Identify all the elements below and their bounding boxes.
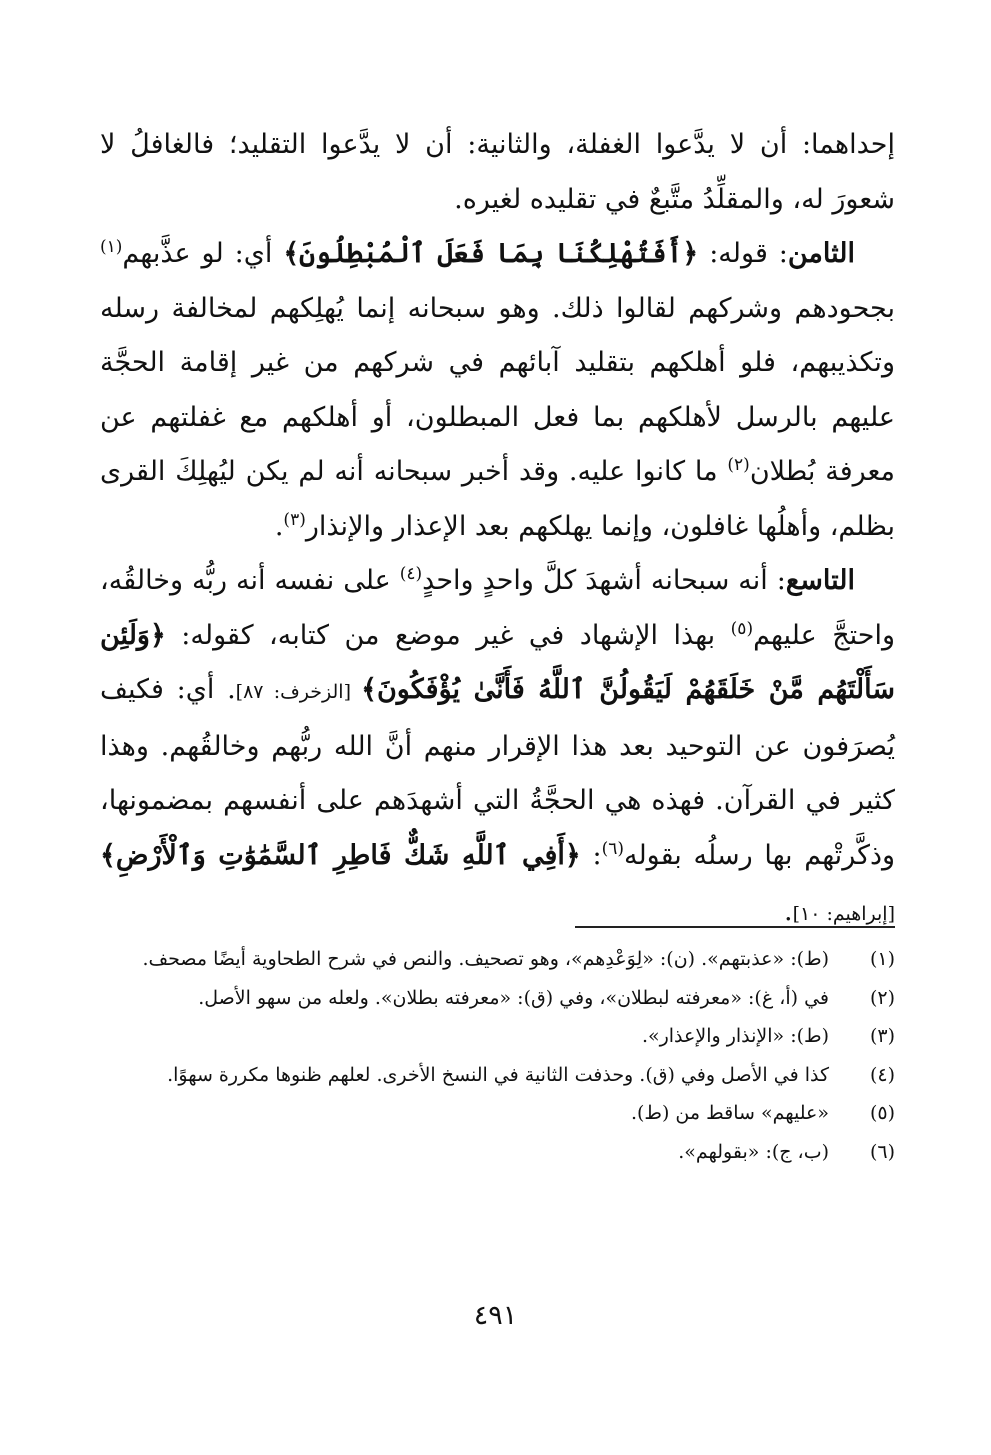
- quran-verse: ﴿أَفَتُهْلِكُنَا بِمَا فَعَلَ ٱلْمُبْطِلُونَ﴾: [283, 238, 699, 269]
- paragraph-1: إحداهما: أن لا يدَّعوا الغفلة، والثانية: أن لا يدَّعوا التقليد؛ فالغافلُ لا شعورَ له، والمقلِّدُ متَّبعٌ في تقليده لغيره.: [100, 129, 895, 215]
- footnote-separator: [575, 926, 895, 928]
- footnote-ref-2[interactable]: (٢): [727, 455, 750, 475]
- footnote-ref-1[interactable]: (١): [100, 237, 123, 257]
- footnote-text: «عليهم» ساقط من (ط).: [630, 1102, 829, 1124]
- footnote-ref-6[interactable]: (٦): [601, 838, 624, 859]
- footnote-ref-4[interactable]: (٤): [399, 564, 423, 584]
- footnote-number: (٤): [869, 1063, 895, 1086]
- footnote-text: في (أ، غ): «معرفته لبطلان»، وفي (ق): «معرفته بطلان». ولعله من سهو الأصل.: [198, 986, 829, 1009]
- text-run: .: [274, 510, 284, 542]
- footnote-item: [100, 1017, 895, 1056]
- footnote-item: [100, 1094, 895, 1133]
- footnote-ref-5[interactable]: (٥): [730, 618, 754, 639]
- text-run: : قوله:: [698, 238, 788, 269]
- page-number: ٤٩١: [473, 1300, 518, 1331]
- footnote-text: (ط): «الإنذار والإعذار».: [641, 1025, 829, 1047]
- text-run: . أي: فكيف يُصرَفون عن التوحيد بعد هذا الإقرار منهم أنَّ الله ربُّهم وخالقُهم. وهذا كثير في القرآن. فهذه هي الحجَّةُ التي أشهدَهم على أنفسهم بمضمونها، وذكَّرتْهم بها رسلُه بقوله: [100, 674, 896, 871]
- quran-verse: ﴿وَلَئِن سَأَلْتَهُم مَّنْ خَلَقَهُمْ لَيَقُولُنَّ ٱللَّهُ فَأَنَّىٰ يُؤْفَكُونَ﴾: [100, 619, 895, 705]
- footnote-item: [100, 1133, 895, 1172]
- section-heading-ninth: التاسع: [785, 565, 855, 596]
- text-run: :: [580, 839, 602, 871]
- footnotes: [100, 940, 895, 1171]
- footnote-number: (١): [869, 948, 895, 970]
- footnote-text: كذا في الأصل وفي (ق). وحذفت الثانية في النسخ الأخرى. لعلهم ظنوها مكررة سهوًا.: [167, 1063, 829, 1086]
- footnote-ref-3[interactable]: (٣): [283, 509, 306, 530]
- quran-verse: ﴿أَفِي ٱللَّهِ شَكٌّ فَاطِرِ ٱلسَّمَٰوَٰتِ وَٱلْأَرْضِ﴾: [100, 839, 581, 871]
- text-run: : أنه سبحانه أشهدَ كلَّ واحدٍ واحدٍ: [422, 565, 786, 596]
- section-heading-eighth: الثامن: [787, 238, 855, 269]
- text-run: بجحودهم وشركهم لقالوا ذلك. وهو سبحانه إنما يُهلِكهم لمخالفة رسله وتكذيبهم، فلو أهلكهم بتقليد آبائهم في شركهم من غير إقامة الحجَّة عليهم بالرسل لأهلكهم بما فعل المبطلون، أو أهلكهم مع غفلتهم عن معرفة بُطلان: [100, 292, 896, 487]
- footnote-number: (٥): [869, 1102, 895, 1124]
- page-content: [100, 118, 896, 1163]
- footnote-text: (ط): «عذبتهم». (ن): «لِوَعْدِهم»، وهو تصحيف. والنص في شرح الطحاوية أيضًا مصحف.: [142, 948, 829, 970]
- footnote-item: [100, 1056, 895, 1095]
- text-run: بهذا الإشهاد في غير موضع من كتابه، كقوله:: [165, 619, 731, 651]
- verse-citation: [إبراهيم: ١٠]: [792, 903, 895, 925]
- paragraph-3: [100, 554, 895, 942]
- text-run: أي: لو عذَّبهم: [122, 238, 284, 269]
- text-run: على نفسه أنه ربُّه وخالقُه، واحتجَّ عليهم: [100, 565, 895, 651]
- footnote-number: (٣): [869, 1025, 895, 1047]
- footnote-item: [100, 940, 895, 979]
- paragraph-2: [100, 227, 895, 554]
- main-text: [100, 118, 895, 942]
- verse-citation: [الزخرف: ٨٧]: [235, 681, 362, 703]
- text-run: .: [783, 896, 793, 927]
- footnote-item: [100, 979, 895, 1018]
- footnote-text: (ب، ج): «بقولهم».: [678, 1140, 829, 1163]
- footnote-number: (٦): [869, 1140, 895, 1163]
- footnote-number: (٢): [869, 986, 895, 1009]
- text-run: ما كانوا عليه. وقد أخبر سبحانه أنه لم يكن ليُهلِكَ القرى بظلم، وأهلُها غافلون، وإنما يهلكهم بعد الإعذار والإنذار: [100, 456, 895, 542]
